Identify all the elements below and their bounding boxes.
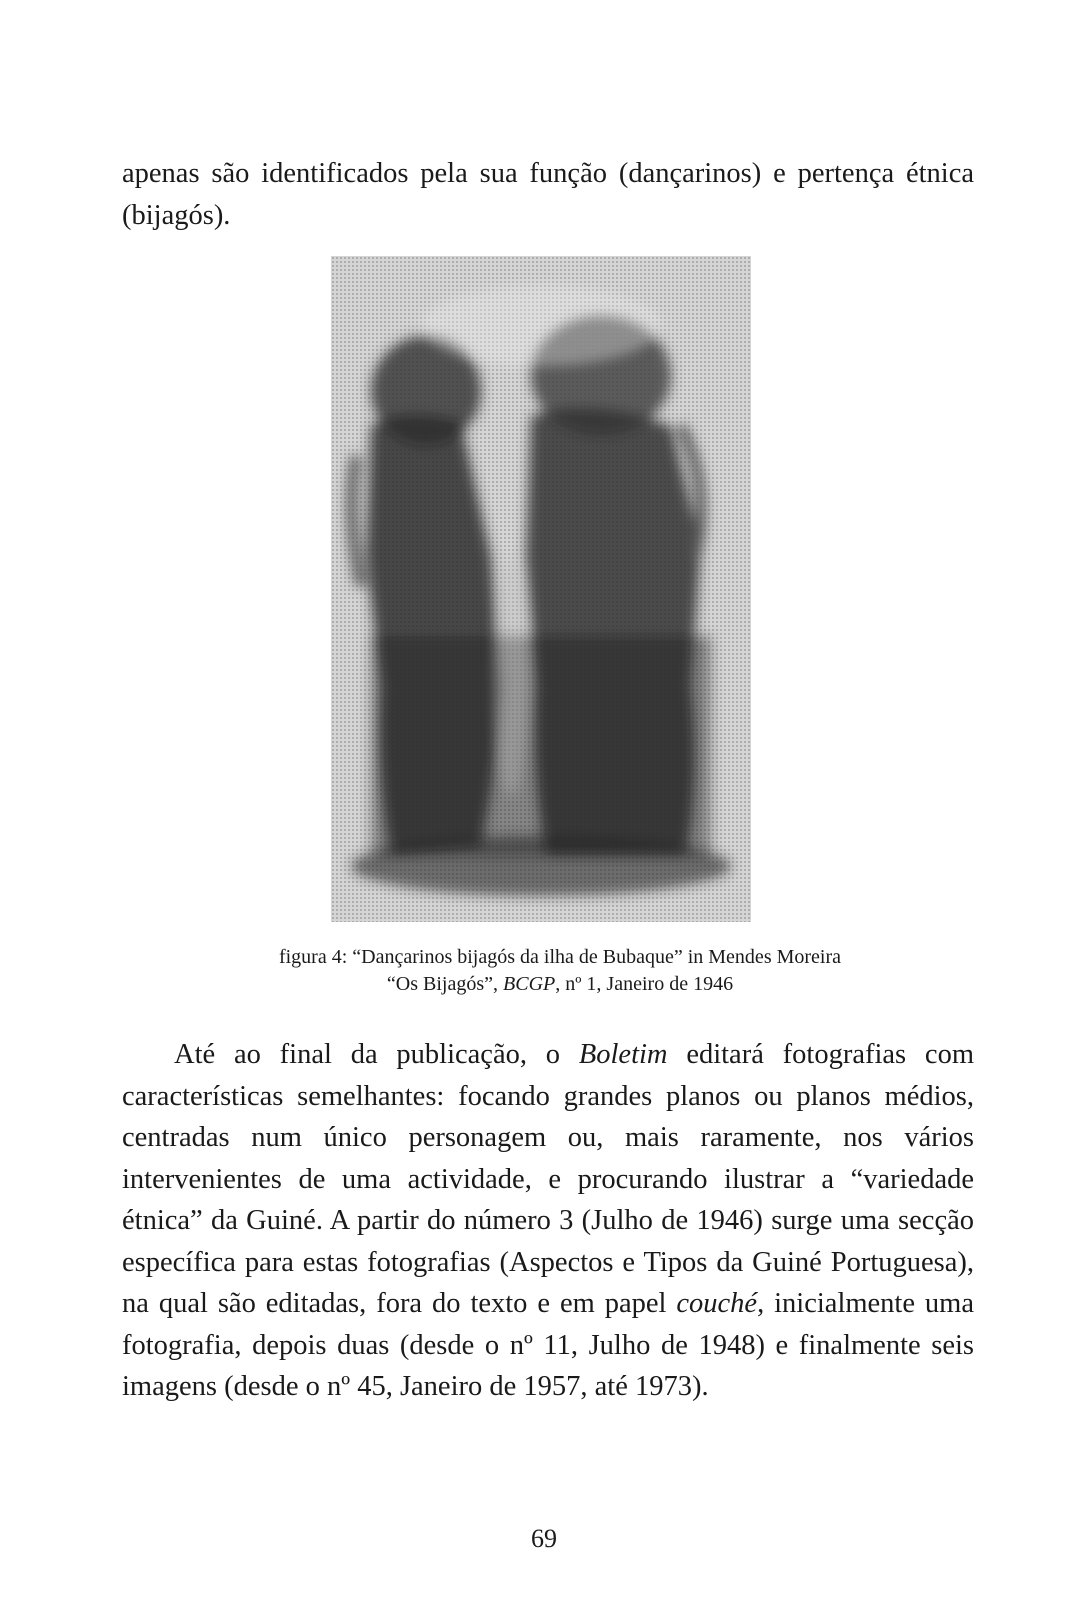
paragraph-main-part-a: Até ao final da publicação, o	[174, 1039, 579, 1070]
caption-issue-text: , nº 1, Janeiro de 1946	[555, 973, 734, 995]
caption-journal-abbrev: BCGP	[503, 973, 556, 995]
paragraph-main	[122, 1034, 974, 1408]
couche-italic: couché	[676, 1288, 758, 1319]
figure-caption-line-2	[200, 971, 920, 998]
figure-caption-line-1: figura 4: “Dançarinos bijagós da ilha de Bubaque” in Mendes Moreira	[278, 946, 842, 968]
page-number: 69	[531, 1524, 557, 1553]
caption-title-text: “Os Bijagós”,	[386, 973, 504, 995]
dancers-photo-illustration	[331, 256, 751, 922]
dancers-photograph	[331, 256, 751, 922]
boletim-italic: Boletim	[578, 1039, 668, 1070]
paragraph-intro: apenas são identificados pela sua função (dançarinos) e pertença étnica (bijagós).	[122, 158, 974, 231]
paragraph-main-part-b: editará fotografias com características semelhantes: focando grandes planos ou planos médios, centradas num único personagem ou, mais raramente, nos vários intervenientes de uma actividade, e procurando ilustrar a “variedade étnica” da Guiné. A partir do número 3 (Julho de 1946) surge uma secção específica para estas fotografias (Aspectos e Tipos da Guiné Portuguesa), na qual são editadas, fora do texto e em papel	[122, 1039, 974, 1319]
paragraph-main-part-c: , inicialmente uma fotografia, depois duas (desde o nº 11, Julho de 1948) e finalmente seis imagens (desde o nº 45, Janeiro de 1957, até 1973).	[122, 1288, 974, 1402]
